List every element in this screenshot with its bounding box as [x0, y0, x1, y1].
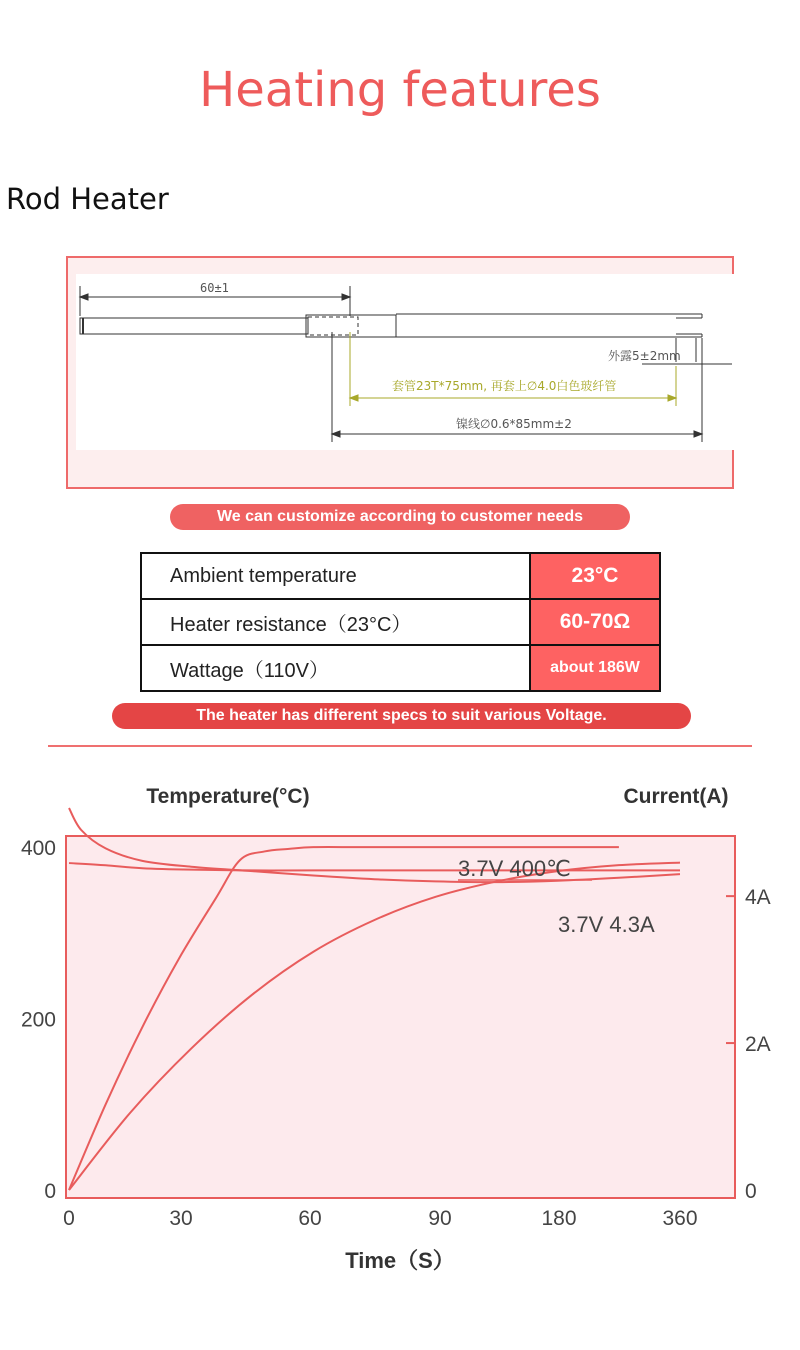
spec-table	[140, 552, 661, 692]
drawing-dim-exposed: 外露5±2mm	[608, 349, 681, 363]
y-left-tick-label: 400	[20, 837, 56, 861]
spec-row	[141, 599, 660, 645]
spec-label: Heater resistance（23°C）	[141, 599, 530, 645]
y-left-tick-label: 200	[20, 1008, 56, 1032]
x-axis-title: Time（S）	[345, 1248, 455, 1273]
spec-value: 23°C	[530, 553, 660, 599]
spec-label: Ambient temperature	[141, 553, 530, 599]
y-axis-left-title: Temperature(°C)	[146, 785, 310, 808]
page-title: Heating features	[199, 62, 601, 118]
technical-drawing	[76, 274, 734, 450]
y-right-tick-label: 2A	[745, 1033, 771, 1057]
spec-value: about 186W	[530, 645, 660, 691]
spec-label: Wattage（110V）	[141, 645, 530, 691]
spec-row	[141, 553, 660, 599]
section-subtitle: Rod Heater	[6, 182, 169, 216]
drawing-dim-top: 60±1	[200, 281, 229, 295]
x-tick-label: 60	[298, 1207, 322, 1230]
x-tick-label: 180	[541, 1207, 577, 1230]
y-right-tick-label: 4A	[745, 886, 771, 910]
y-left-tick-label: 0	[44, 1180, 56, 1203]
x-tick-label: 360	[662, 1207, 698, 1230]
technical-drawing-frame	[66, 256, 734, 489]
section-divider	[48, 745, 752, 747]
temperature-current-chart	[0, 770, 800, 1290]
x-tick-label: 30	[169, 1207, 193, 1230]
plot-area	[66, 836, 735, 1198]
x-tick-label: 0	[63, 1207, 75, 1230]
y-right-tick-label: 0	[745, 1180, 757, 1203]
annotation-temperature: 3.7V 400℃	[458, 856, 571, 881]
drawing-dim-sleeve: 套管23T*75mm, 再套上∅4.0白色玻纤管	[392, 379, 617, 393]
spec-row	[141, 645, 660, 691]
y-axis-right-title: Current(A)	[623, 785, 729, 808]
customize-note: We can customize according to customer needs	[170, 504, 630, 530]
drawing-dim-wire: 镍线∅0.6*85mm±2	[456, 417, 572, 431]
annotation-current: 3.7V 4.3A	[558, 912, 655, 937]
voltage-note: The heater has different specs to suit various Voltage.	[112, 703, 691, 729]
x-tick-label: 90	[428, 1207, 452, 1230]
spec-value: 60-70Ω	[530, 599, 660, 645]
